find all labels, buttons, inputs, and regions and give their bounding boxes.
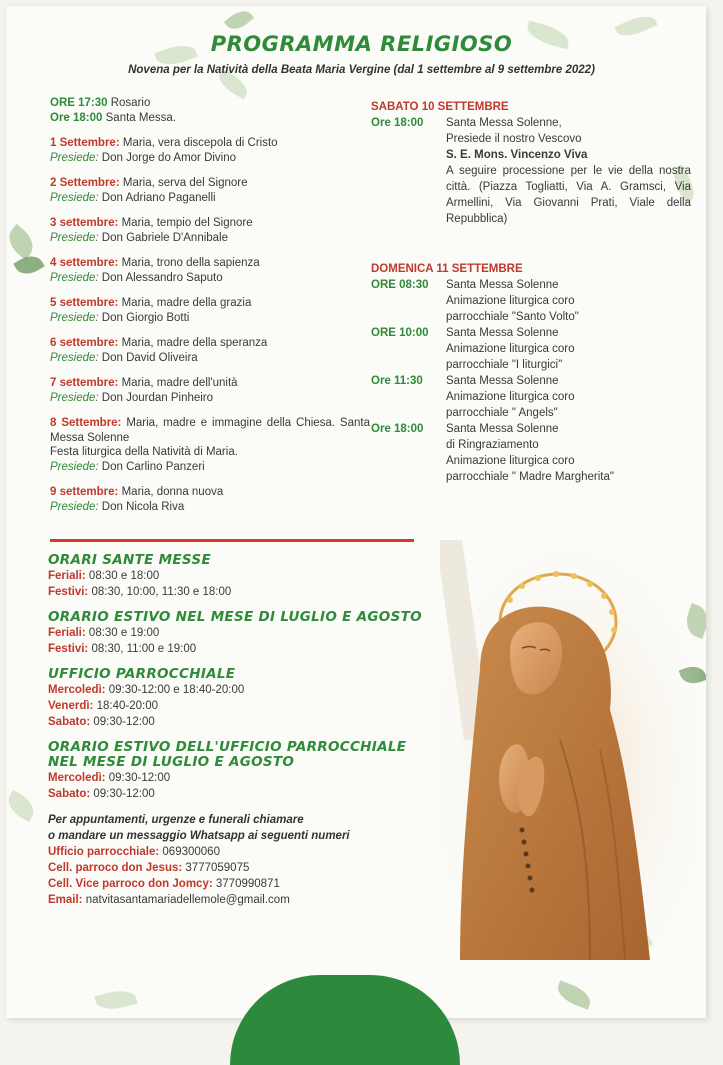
presider-name: Don Jorge do Amor Divino [101,151,237,164]
day-date: 3 settembre: [50,217,119,229]
orari-value: 08:30, 10:00, 11:30 e 18:00 [91,586,232,598]
day-date: 6 settembre: [50,337,119,349]
ufficio-estivo-row [48,786,428,802]
sabato-time: Ore 18:00 [371,117,424,129]
messa-line [50,111,370,126]
estivo-row [48,625,428,641]
domenica-mass-4 [371,421,691,485]
ufficio-label: Sabato: [48,716,91,728]
mass-line: Santa Messa Solenne [446,327,559,339]
bishop-name: S. E. Mons. Vincenzo Viva [446,149,588,161]
section-divider [50,539,414,542]
ufficio-estivo-value: 09:30-12:00 [108,772,171,784]
mass-time: ORE 08:30 [371,279,429,291]
ufficio-estivo-label: Sabato: [48,788,91,800]
decorative-leaf [224,6,254,34]
ufficio-value: 09:30-12:00 e 18:40-20:00 [108,684,245,696]
estivo-value: 08:30, 11:00 e 19:00 [91,643,197,655]
estivo-label: Feriali: [48,627,86,639]
presiede-label: Presiede: [50,391,99,404]
day-theme: Maria, serva del Signore [122,177,248,189]
messa-time: Ore 18:00 [50,111,103,124]
rosario-line [50,96,370,111]
novena-day-2 [50,176,370,205]
mass-time: Ore 18:00 [371,423,424,435]
feast-schedule [371,99,691,485]
contact-phone[interactable]: 069300060 [162,846,220,858]
day-theme: Maria, madre della speranza [121,337,268,349]
messa-label: Santa Messa. [105,111,176,124]
contact-row [48,844,428,860]
mass-line: parrocchiale " Angels" [446,407,558,419]
contact-row [48,892,428,908]
orario-estivo-heading: ORARIO ESTIVO NEL MESE DI LUGLIO E AGOSTO [48,609,422,625]
contact-intro-line: o mandare un messaggio Whatsapp ai seguenti numeri [48,830,350,842]
mass-line: Santa Messa Solenne [446,375,559,387]
rosario-time: ORE 17:30 [50,97,108,109]
novena-schedule [50,96,370,514]
orari-label: Festivi: [48,586,89,598]
novena-day-3 [50,216,370,245]
decorative-leaf [6,790,39,822]
mass-line: Animazione liturgica coro [446,455,575,467]
domenica-heading: DOMENICA 11 SETTEMBRE [371,263,523,275]
mass-details [446,325,691,373]
day-theme: Maria, vera discepola di Cristo [122,137,278,149]
novena-day-1 [50,136,370,165]
rosario-label: Rosario [110,97,151,109]
orari-value: 08:30 e 18:00 [88,570,160,582]
day-extra: Festa liturgica della Natività di Maria. [50,446,238,458]
day-theme: Maria, donna nuova [121,486,224,498]
presiede-label: Presiede: [50,311,99,324]
sabato-line1: Santa Messa Solenne, [446,117,562,129]
day-theme: Maria, tempio del Signore [121,217,253,229]
mass-line: Animazione liturgica coro [446,391,575,403]
mass-line: Santa Messa Solenne [446,279,559,291]
domenica-mass-2 [371,325,691,373]
contact-label: Email: [48,894,83,906]
presiede-label: Presiede: [50,271,99,284]
presiede-label: Presiede: [50,151,99,164]
madonna-statue-image [440,540,700,960]
estivo-row [48,641,428,657]
presider-name: Don Nicola Riva [101,500,185,513]
estivo-label: Festivi: [48,643,89,655]
ufficio-row [48,714,428,730]
presider-name: Don Alessandro Saputo [101,271,223,284]
sabato-heading: SABATO 10 SETTEMBRE [371,101,509,113]
ufficio-heading: UFFICIO PARROCCHIALE [48,666,236,682]
decorative-leaf [6,224,40,260]
contact-label: Cell. Vice parroco don Jomcy: [48,878,213,890]
orari-label: Feriali: [48,570,86,582]
novena-day-6 [50,336,370,365]
mass-time: Ore 11:30 [371,375,423,387]
ufficio-estivo-label: Mercoledì: [48,772,106,784]
mass-line: parrocchiale " Madre Margherita" [446,471,614,483]
decorative-leaf [94,986,137,1014]
day-date: 7 settembre: [50,377,119,389]
presiede-label: Presiede: [50,460,99,473]
contact-email[interactable]: natvitasantamariadellemole@gmail.com [85,894,290,906]
presider-name: Don David Oliveira [101,351,198,364]
sabato-line2: Presiede il nostro Vescovo [446,133,582,145]
day-theme: Maria, madre della grazia [121,297,252,309]
domenica-mass-3 [371,373,691,421]
day-theme: Maria, madre dell'unità [121,377,238,389]
contact-intro-line: Per appuntamenti, urgenze e funerali chiamare [48,814,304,826]
presider-name: Don Jourdan Pinheiro [101,391,214,404]
day-date: 5 settembre: [50,297,119,309]
orari-messe-heading: ORARI SANTE MESSE [48,552,211,568]
mass-line: Animazione liturgica coro [446,343,575,355]
page-subtitle: Novena per la Natività della Beata Maria Vergine (dal 1 settembre al 9 settembre 2022) [128,64,595,76]
contact-intro [48,812,428,844]
domenica-mass-1 [371,277,691,325]
ufficio-estivo-row [48,770,428,786]
contact-phone[interactable]: 3777059075 [185,862,250,874]
ufficio-row [48,698,428,714]
procession-text: A seguire processione per le vie della nostra città. (Piazza Togliatti, Via A. Gramsci, Via Armellini, Via Giovanni Prati, Viale della Repubblica) [446,165,691,225]
orari-row [48,568,428,584]
ufficio-row [48,682,428,698]
mass-details [446,421,691,485]
day-date: 1 Settembre: [50,137,120,149]
orari-row [48,584,428,600]
novena-day-4 [50,256,370,285]
day-theme: Maria, trono della sapienza [121,257,260,269]
contact-row [48,876,428,892]
estivo-value: 08:30 e 19:00 [88,627,160,639]
ufficio-estivo-heading-1: ORARIO ESTIVO DELL'UFFICIO PARROCCHIALE [48,739,407,755]
presiede-label: Presiede: [50,231,99,244]
day-date: 9 settembre: [50,486,119,498]
novena-day-9 [50,485,370,514]
presiede-label: Presiede: [50,500,99,513]
presiede-label: Presiede: [50,351,99,364]
novena-day-7 [50,376,370,405]
presider-name: Don Adriano Paganelli [101,191,216,204]
mass-details [446,277,691,325]
ufficio-value: 09:30-12:00 [93,716,155,728]
ufficio-label: Venerdì: [48,700,94,712]
mass-time: ORE 10:00 [371,327,429,339]
ufficio-label: Mercoledì: [48,684,106,696]
presiede-label: Presiede: [50,191,99,204]
contact-phone[interactable]: 3770990871 [215,878,280,890]
presider-name: Don Gabriele D'Annibale [101,231,229,244]
mass-line: di Ringraziamento [446,439,539,451]
day-theme: Maria, madre e immagine della Chiesa. Santa Messa Solenne [50,417,370,444]
day-date: 4 settembre: [50,257,119,269]
novena-day-5 [50,296,370,325]
ufficio-estivo-value: 09:30-12:00 [93,788,155,800]
mass-line: Animazione liturgica coro [446,295,575,307]
day-date: 8 Settembre: [50,417,122,429]
contact-label: Ufficio parrocchiale: [48,846,160,858]
contact-row [48,860,428,876]
ufficio-value: 18:40-20:00 [96,700,158,712]
sabato-details [446,115,691,227]
parish-info [48,553,428,908]
mass-line: parrocchiale "Santo Volto" [446,311,579,323]
ufficio-estivo-heading-2: NEL MESE DI LUGLIO E AGOSTO [48,754,295,770]
decorative-leaf [554,980,594,1009]
contact-label: Cell. parroco don Jesus: [48,862,183,874]
mass-line: Santa Messa Solenne [446,423,559,435]
presider-name: Don Giorgio Botti [101,311,190,324]
day-date: 2 Settembre: [50,177,120,189]
page-title: PROGRAMMA RELIGIOSO [210,32,513,56]
presider-name: Don Carlino Panzeri [101,460,205,473]
sabato-mass [371,115,691,227]
mass-details [446,373,691,421]
novena-day-8 [50,416,370,474]
mass-line: parrocchiale "I liturgici" [446,359,563,371]
